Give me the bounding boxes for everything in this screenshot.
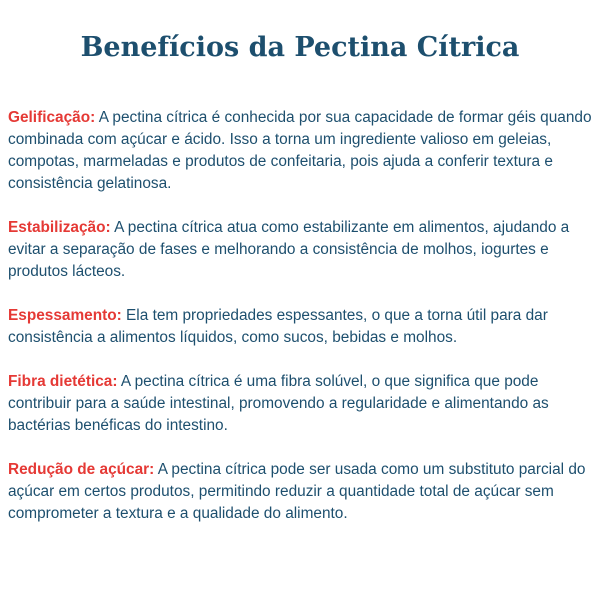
benefit-term: Estabilização: xyxy=(8,219,111,237)
benefit-description: A pectina cítrica atua como estabilizante em alimentos, ajudando a evitar a separação de fases e melhorando a consistência de molhos, iogurtes e produtos lácteos. xyxy=(8,219,570,281)
benefit-stabilization xyxy=(8,217,596,283)
benefit-gelification xyxy=(8,107,596,195)
benefit-description: A pectina cítrica é uma fibra solúvel, o que significa que pode contribuir para a saúde intestinal, promovendo a regularidade e alimentando as bactérias benéficas do intestino. xyxy=(8,373,549,435)
benefit-description: Ela tem propriedades espessantes, o que a torna útil para dar consistência a alimentos líquidos, como sucos, bebidas e molhos. xyxy=(8,307,548,347)
benefit-term: Redução de açúcar: xyxy=(8,461,155,479)
benefit-description: A pectina cítrica é conhecida por sua capacidade de formar géis quando combinada com açúcar e ácido. Isso a torna um ingrediente valioso em geleias, compotas, marmeladas e produtos de confeitaria, pois ajuda a conferir textura e consistência gelatinosa. xyxy=(8,109,592,193)
benefit-thickening xyxy=(8,305,596,349)
page-title: Benefícios da Pectina Cítrica xyxy=(80,32,520,64)
benefit-description: A pectina cítrica pode ser usada como um substituto parcial do açúcar em certos produtos, permitindo reduzir a quantidade total de açúcar sem comprometer a textura e a qualidade do alimento. xyxy=(8,461,586,523)
benefit-dietary-fiber xyxy=(8,371,596,437)
benefit-term: Espessamento: xyxy=(8,307,122,325)
benefit-term: Fibra dietética: xyxy=(8,373,118,391)
benefit-term: Gelificação: xyxy=(8,109,96,127)
benefit-sugar-reduction xyxy=(8,459,596,525)
